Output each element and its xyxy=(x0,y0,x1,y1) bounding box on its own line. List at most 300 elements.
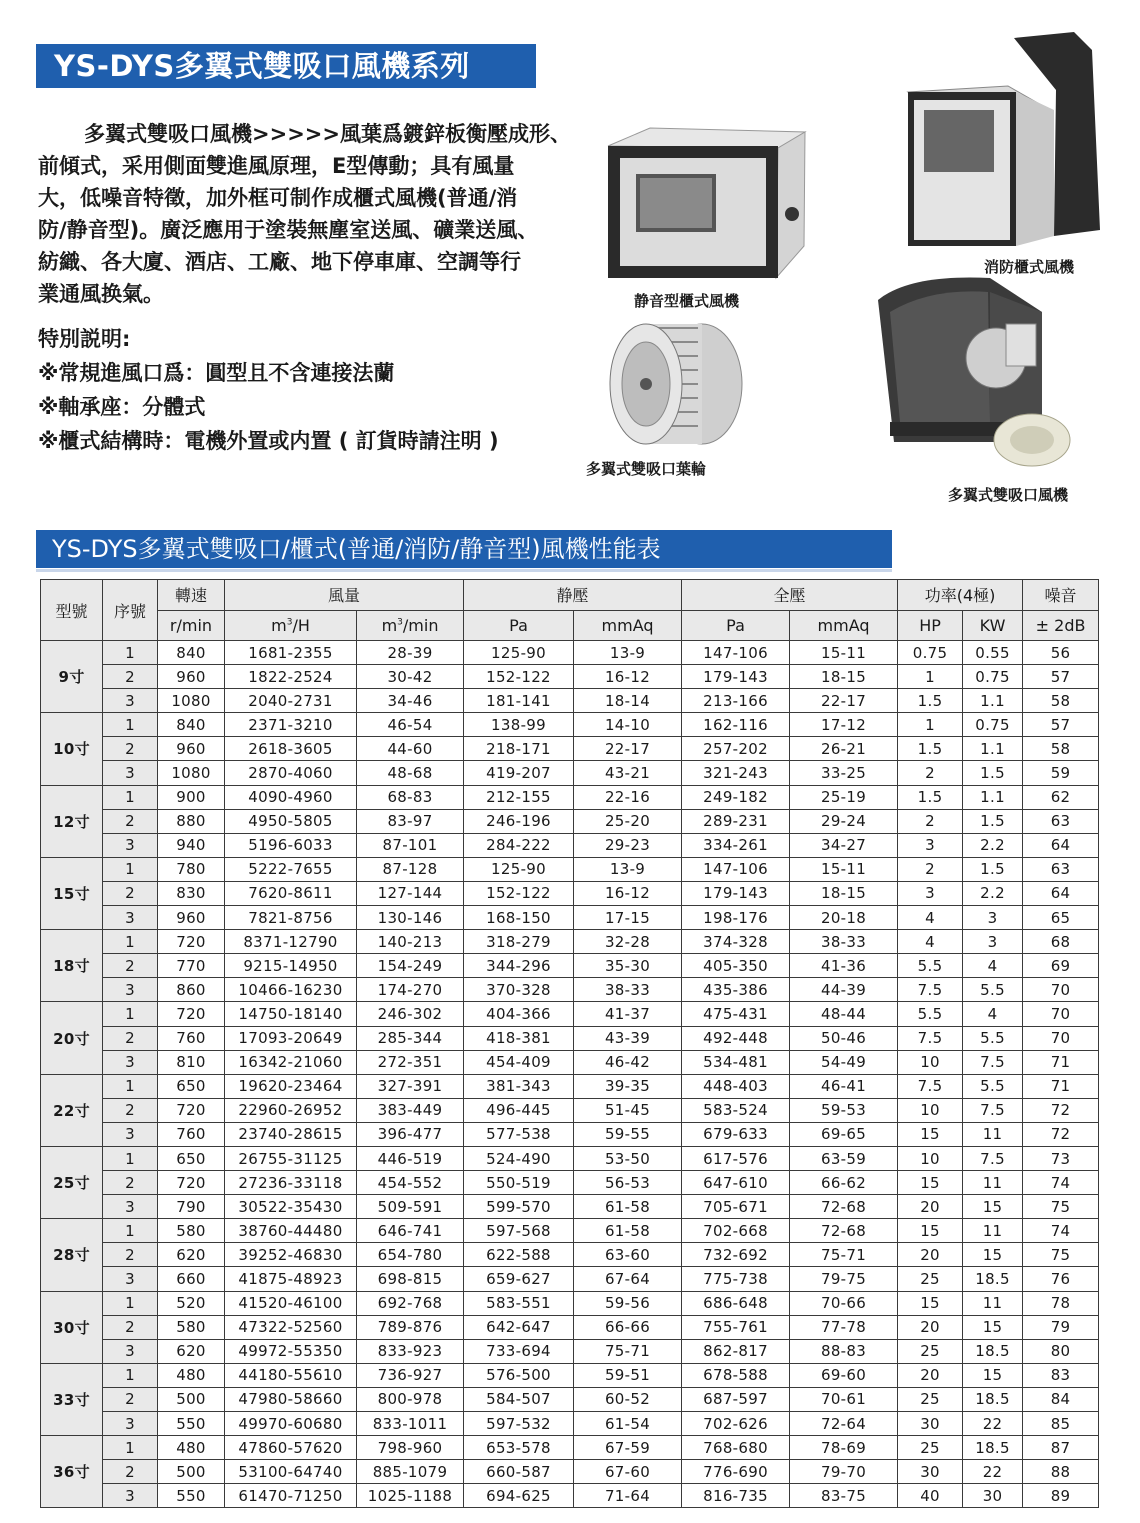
table-cell: 18.5 xyxy=(963,1339,1023,1363)
double-inlet-fan-image xyxy=(870,272,1078,472)
table-cell: 22-17 xyxy=(790,689,898,713)
table-cell: 800-978 xyxy=(357,1387,464,1411)
col-power: 功率(4極) xyxy=(898,580,1023,611)
table-cell: 68-83 xyxy=(357,785,464,809)
table-cell: 679-633 xyxy=(682,1122,790,1146)
table-cell: 72-64 xyxy=(790,1412,898,1436)
table-cell: 2 xyxy=(103,1387,158,1411)
table-cell: 810 xyxy=(158,1050,225,1074)
table-row xyxy=(41,1412,1099,1436)
table-cell: 53100-64740 xyxy=(225,1460,357,1484)
table-cell: 25 xyxy=(898,1436,963,1460)
table-cell: 2618-3605 xyxy=(225,737,357,761)
table-cell: 597-568 xyxy=(464,1219,574,1243)
unit-speed: r/min xyxy=(158,610,225,641)
table-cell: 79-70 xyxy=(790,1460,898,1484)
table-cell: 646-741 xyxy=(357,1219,464,1243)
table-cell: 18.5 xyxy=(963,1387,1023,1411)
table-row xyxy=(41,978,1099,1002)
col-noise: 噪音 xyxy=(1023,580,1099,611)
table-cell: 4950-5805 xyxy=(225,809,357,833)
table-row xyxy=(41,1267,1099,1291)
col-airflow: 風量 xyxy=(225,580,464,611)
intro-line: 業通風换氣。 xyxy=(38,282,164,306)
table-cell: 327-391 xyxy=(357,1074,464,1098)
intro-paragraph xyxy=(38,118,578,310)
table-cell: 198-176 xyxy=(682,906,790,930)
table-cell: 2.2 xyxy=(963,881,1023,905)
table-row xyxy=(41,881,1099,905)
table-cell: 1.5 xyxy=(963,857,1023,881)
table-cell: 19620-23464 xyxy=(225,1074,357,1098)
table-cell: 1 xyxy=(898,665,963,689)
table-cell: 720 xyxy=(158,1002,225,1026)
table-cell: 1 xyxy=(103,1291,158,1315)
table-cell: 7821-8756 xyxy=(225,906,357,930)
table-cell: 154-249 xyxy=(357,954,464,978)
table-cell: 22 xyxy=(963,1412,1023,1436)
table-cell: 85 xyxy=(1023,1412,1099,1436)
table-cell: 61-58 xyxy=(574,1219,682,1243)
table-cell: 249-182 xyxy=(682,785,790,809)
table-cell: 687-597 xyxy=(682,1387,790,1411)
unit-hp: HP xyxy=(898,610,963,641)
table-cell: 770 xyxy=(158,954,225,978)
table-cell: 44-39 xyxy=(790,978,898,1002)
table-cell: 4 xyxy=(963,1002,1023,1026)
col-total-pressure: 全壓 xyxy=(682,580,898,611)
table-cell: 72-68 xyxy=(790,1195,898,1219)
table-cell: 650 xyxy=(158,1146,225,1170)
table-cell: 15 xyxy=(898,1122,963,1146)
table-cell: 698-815 xyxy=(357,1267,464,1291)
table-cell: 1025-1188 xyxy=(357,1484,464,1508)
table-cell: 18-15 xyxy=(790,665,898,689)
table-cell: 780 xyxy=(158,857,225,881)
table-cell: 70-61 xyxy=(790,1387,898,1411)
table-row xyxy=(41,1219,1099,1243)
table-cell: 702-668 xyxy=(682,1219,790,1243)
table-cell: 4090-4960 xyxy=(225,785,357,809)
table-cell: 58 xyxy=(1023,737,1099,761)
model-cell: 15寸 xyxy=(41,857,103,929)
table-cell: 830 xyxy=(158,881,225,905)
table-cell: 30 xyxy=(898,1412,963,1436)
model-cell: 20寸 xyxy=(41,1002,103,1074)
table-cell: 1.5 xyxy=(963,761,1023,785)
table-cell: 4 xyxy=(898,930,963,954)
table-cell: 285-344 xyxy=(357,1026,464,1050)
table-cell: 63-60 xyxy=(574,1243,682,1267)
table-cell: 3 xyxy=(103,978,158,1002)
table-cell: 599-570 xyxy=(464,1195,574,1219)
table-cell: 88 xyxy=(1023,1460,1099,1484)
table-row xyxy=(41,1195,1099,1219)
table-cell: 32-28 xyxy=(574,930,682,954)
table-cell: 2 xyxy=(103,737,158,761)
table-cell: 30-42 xyxy=(357,665,464,689)
table-cell: 1 xyxy=(103,1363,158,1387)
table-cell: 39-35 xyxy=(574,1074,682,1098)
table-cell: 13-9 xyxy=(574,641,682,665)
unit-static-pa: Pa xyxy=(464,610,574,641)
table-row xyxy=(41,954,1099,978)
table-cell: 76 xyxy=(1023,1267,1099,1291)
table-cell: 1.1 xyxy=(963,785,1023,809)
table-cell: 885-1079 xyxy=(357,1460,464,1484)
table-cell: 1 xyxy=(103,1436,158,1460)
table-cell: 60-52 xyxy=(574,1387,682,1411)
table-cell: 862-817 xyxy=(682,1339,790,1363)
table-cell: 73 xyxy=(1023,1146,1099,1170)
table-cell: 20 xyxy=(898,1363,963,1387)
table-cell: 860 xyxy=(158,978,225,1002)
table-cell: 5196-6033 xyxy=(225,833,357,857)
table-cell: 520 xyxy=(158,1291,225,1315)
table-cell: 69-60 xyxy=(790,1363,898,1387)
table-cell: 694-625 xyxy=(464,1484,574,1508)
table-cell: 760 xyxy=(158,1122,225,1146)
table-row xyxy=(41,1243,1099,1267)
table-cell: 15 xyxy=(963,1243,1023,1267)
table-cell: 3 xyxy=(963,930,1023,954)
table-cell: 46-41 xyxy=(790,1074,898,1098)
table-cell: 15-11 xyxy=(790,641,898,665)
table-cell: 775-738 xyxy=(682,1267,790,1291)
table-cell: 64 xyxy=(1023,833,1099,857)
table-cell: 584-507 xyxy=(464,1387,574,1411)
table-cell: 15 xyxy=(898,1291,963,1315)
table-cell: 162-116 xyxy=(682,713,790,737)
table-cell: 816-735 xyxy=(682,1484,790,1508)
model-cell: 30寸 xyxy=(41,1291,103,1363)
table-cell: 56-53 xyxy=(574,1171,682,1195)
table-cell: 5.5 xyxy=(898,1002,963,1026)
table-cell: 59-56 xyxy=(574,1291,682,1315)
table-cell: 0.75 xyxy=(963,665,1023,689)
table-cell: 720 xyxy=(158,1098,225,1122)
table-cell: 454-409 xyxy=(464,1050,574,1074)
table-cell: 10 xyxy=(898,1050,963,1074)
table-cell: 22-17 xyxy=(574,737,682,761)
table-cell: 17-12 xyxy=(790,713,898,737)
table-cell: 833-1011 xyxy=(357,1412,464,1436)
table-cell: 41875-48923 xyxy=(225,1267,357,1291)
table-cell: 1.5 xyxy=(898,785,963,809)
table-cell: 39252-46830 xyxy=(225,1243,357,1267)
table-cell: 480 xyxy=(158,1363,225,1387)
table-cell: 1 xyxy=(103,930,158,954)
table-cell: 22960-26952 xyxy=(225,1098,357,1122)
table-cell: 3 xyxy=(103,1339,158,1363)
table-cell: 35-30 xyxy=(574,954,682,978)
unit-total-mmaq: mmAq xyxy=(790,610,898,641)
table-cell: 1 xyxy=(103,641,158,665)
table-cell: 1.5 xyxy=(963,809,1023,833)
col-speed: 轉速 xyxy=(158,580,225,611)
table-cell: 7620-8611 xyxy=(225,881,357,905)
table-cell: 840 xyxy=(158,713,225,737)
table-cell: 34-27 xyxy=(790,833,898,857)
table-cell: 2 xyxy=(898,809,963,833)
table-cell: 83-97 xyxy=(357,809,464,833)
table-cell: 755-761 xyxy=(682,1315,790,1339)
table-row xyxy=(41,1098,1099,1122)
table-cell: 5.5 xyxy=(898,954,963,978)
table-cell: 790 xyxy=(158,1195,225,1219)
table-cell: 833-923 xyxy=(357,1339,464,1363)
table-cell: 534-481 xyxy=(682,1050,790,1074)
table-cell: 61-58 xyxy=(574,1195,682,1219)
table-cell: 318-279 xyxy=(464,930,574,954)
table-cell: 2 xyxy=(103,1171,158,1195)
table-cell: 71-64 xyxy=(574,1484,682,1508)
table-cell: 70 xyxy=(1023,1002,1099,1026)
table-cell: 77-78 xyxy=(790,1315,898,1339)
table-cell: 59-55 xyxy=(574,1122,682,1146)
table-cell: 580 xyxy=(158,1315,225,1339)
table-cell: 4 xyxy=(898,906,963,930)
table-cell: 2870-4060 xyxy=(225,761,357,785)
table-cell: 58 xyxy=(1023,689,1099,713)
table-cell: 83-75 xyxy=(790,1484,898,1508)
table-cell: 70 xyxy=(1023,978,1099,1002)
table-cell: 1 xyxy=(103,857,158,881)
table-cell: 1 xyxy=(103,1002,158,1026)
table-row xyxy=(41,1460,1099,1484)
table-cell: 49970-60680 xyxy=(225,1412,357,1436)
table-cell: 3 xyxy=(103,689,158,713)
table-cell: 79-75 xyxy=(790,1267,898,1291)
table-cell: 49972-55350 xyxy=(225,1339,357,1363)
table-cell: 3 xyxy=(103,1122,158,1146)
intro-line: 防/静音型)。廣泛應用于塗裝無塵室送風、礦業送風、 xyxy=(38,218,539,242)
table-cell: 2 xyxy=(103,1098,158,1122)
table-cell: 75 xyxy=(1023,1195,1099,1219)
table-cell: 246-302 xyxy=(357,1002,464,1026)
table-row xyxy=(41,1122,1099,1146)
table-cell: 78 xyxy=(1023,1291,1099,1315)
table-cell: 1080 xyxy=(158,689,225,713)
table-cell: 509-591 xyxy=(357,1195,464,1219)
table-cell: 53-50 xyxy=(574,1146,682,1170)
special-notes xyxy=(38,322,598,458)
table-cell: 63 xyxy=(1023,809,1099,833)
table-cell: 2 xyxy=(103,1460,158,1484)
intro-line: 多翼式雙吸口風機>>>>>風葉爲鍍鋅板衡壓成形、 xyxy=(84,122,571,146)
table-cell: 67-60 xyxy=(574,1460,682,1484)
table-cell: 26-21 xyxy=(790,737,898,761)
model-cell: 36寸 xyxy=(41,1436,103,1508)
unit-kw: KW xyxy=(963,610,1023,641)
table-cell: 14750-18140 xyxy=(225,1002,357,1026)
table-cell: 17-15 xyxy=(574,906,682,930)
table-cell: 2.2 xyxy=(963,833,1023,857)
table-cell: 1 xyxy=(898,713,963,737)
table-cell: 617-576 xyxy=(682,1146,790,1170)
table-cell: 28-39 xyxy=(357,641,464,665)
table-cell: 51-45 xyxy=(574,1098,682,1122)
table-cell: 147-106 xyxy=(682,857,790,881)
table-row xyxy=(41,1315,1099,1339)
table-cell: 34-46 xyxy=(357,689,464,713)
table-cell: 179-143 xyxy=(682,665,790,689)
table-cell: 1.1 xyxy=(963,689,1023,713)
table-cell: 5222-7655 xyxy=(225,857,357,881)
table-row xyxy=(41,1291,1099,1315)
table-cell: 3 xyxy=(103,1484,158,1508)
table-row xyxy=(41,689,1099,713)
table-cell: 125-90 xyxy=(464,641,574,665)
unit-total-pa: Pa xyxy=(682,610,790,641)
table-cell: 61470-71250 xyxy=(225,1484,357,1508)
table-cell: 152-122 xyxy=(464,665,574,689)
table-cell: 87-101 xyxy=(357,833,464,857)
table-cell: 597-532 xyxy=(464,1412,574,1436)
table-cell: 70 xyxy=(1023,1026,1099,1050)
table-cell: 74 xyxy=(1023,1219,1099,1243)
table-cell: 62 xyxy=(1023,785,1099,809)
table-cell: 1 xyxy=(103,1074,158,1098)
table-cell: 1 xyxy=(103,1146,158,1170)
table-cell: 405-350 xyxy=(682,954,790,978)
table-cell: 1.5 xyxy=(898,689,963,713)
table-cell: 4 xyxy=(963,954,1023,978)
table-cell: 23740-28615 xyxy=(225,1122,357,1146)
table-cell: 138-99 xyxy=(464,713,574,737)
table-cell: 798-960 xyxy=(357,1436,464,1460)
table-cell: 686-648 xyxy=(682,1291,790,1315)
table-cell: 18.5 xyxy=(963,1436,1023,1460)
table-cell: 22 xyxy=(963,1460,1023,1484)
table-cell: 78-69 xyxy=(790,1436,898,1460)
table-cell: 43-21 xyxy=(574,761,682,785)
table-cell: 25-19 xyxy=(790,785,898,809)
table-cell: 84 xyxy=(1023,1387,1099,1411)
table-cell: 59-51 xyxy=(574,1363,682,1387)
table-cell: 71 xyxy=(1023,1074,1099,1098)
table-cell: 63 xyxy=(1023,857,1099,881)
table-cell: 321-243 xyxy=(682,761,790,785)
table-cell: 284-222 xyxy=(464,833,574,857)
table-row xyxy=(41,713,1099,737)
table-row xyxy=(41,1484,1099,1508)
unit-db: ± 2dB xyxy=(1023,610,1099,641)
table-cell: 446-519 xyxy=(357,1146,464,1170)
table-cell: 18-15 xyxy=(790,881,898,905)
table-cell: 25 xyxy=(898,1387,963,1411)
table-cell: 732-692 xyxy=(682,1243,790,1267)
notes-heading: 特別説明: xyxy=(38,327,131,351)
fire-cabinet-caption: 消防櫃式風機 xyxy=(984,258,1075,276)
table-cell: 67-59 xyxy=(574,1436,682,1460)
table-cell: 448-403 xyxy=(682,1074,790,1098)
table-cell: 140-213 xyxy=(357,930,464,954)
table-cell: 0.75 xyxy=(963,713,1023,737)
table-cell: 213-166 xyxy=(682,689,790,713)
table-row xyxy=(41,641,1099,665)
table-cell: 218-171 xyxy=(464,737,574,761)
table-cell: 381-343 xyxy=(464,1074,574,1098)
table-cell: 7.5 xyxy=(963,1146,1023,1170)
table-cell: 0.75 xyxy=(898,641,963,665)
intro-line: 紡織、各大廈、酒店、工廠、地下停車庫、空調等行 xyxy=(38,250,521,274)
table-row xyxy=(41,930,1099,954)
table-cell: 11 xyxy=(963,1171,1023,1195)
table-cell: 30 xyxy=(898,1460,963,1484)
table-cell: 7.5 xyxy=(898,978,963,1002)
table-cell: 720 xyxy=(158,1171,225,1195)
table-cell: 3 xyxy=(898,833,963,857)
table-cell: 70-66 xyxy=(790,1291,898,1315)
table-cell: 5.5 xyxy=(963,1026,1023,1050)
table-row xyxy=(41,785,1099,809)
table-cell: 647-610 xyxy=(682,1171,790,1195)
table-cell: 1 xyxy=(103,785,158,809)
note-item: ※櫃式結構時：電機外置或内置 ( 訂貨時請注明 ) xyxy=(38,429,499,453)
table-row xyxy=(41,1436,1099,1460)
table-cell: 66-66 xyxy=(574,1315,682,1339)
table-cell: 29-24 xyxy=(790,809,898,833)
table-row xyxy=(41,1074,1099,1098)
fire-cabinet-fan-image xyxy=(904,30,1104,252)
table-cell: 38-33 xyxy=(574,978,682,1002)
model-cell: 12寸 xyxy=(41,785,103,857)
table-cell: 15 xyxy=(963,1195,1023,1219)
table-cell: 66-62 xyxy=(790,1171,898,1195)
table-cell: 40 xyxy=(898,1484,963,1508)
table-cell: 9215-14950 xyxy=(225,954,357,978)
table-cell: 583-524 xyxy=(682,1098,790,1122)
table-cell: 83 xyxy=(1023,1363,1099,1387)
table-cell: 75-71 xyxy=(790,1243,898,1267)
table-cell: 11 xyxy=(963,1219,1023,1243)
table-cell: 22-16 xyxy=(574,785,682,809)
table-cell: 370-328 xyxy=(464,978,574,1002)
table-cell: 0.55 xyxy=(963,641,1023,665)
table-cell: 44-60 xyxy=(357,737,464,761)
table-cell: 7.5 xyxy=(963,1050,1023,1074)
table-cell: 480 xyxy=(158,1436,225,1460)
table-cell: 41-36 xyxy=(790,954,898,978)
table-cell: 168-150 xyxy=(464,906,574,930)
table-row xyxy=(41,1002,1099,1026)
table-cell: 1.5 xyxy=(898,737,963,761)
table-cell: 789-876 xyxy=(357,1315,464,1339)
table-cell: 20 xyxy=(898,1315,963,1339)
table-cell: 15 xyxy=(963,1363,1023,1387)
table-cell: 30 xyxy=(963,1484,1023,1508)
table-cell: 74 xyxy=(1023,1171,1099,1195)
table-cell: 383-449 xyxy=(357,1098,464,1122)
impeller-caption: 多翼式雙吸口葉輪 xyxy=(586,460,707,478)
intro-line: 前傾式，采用側面雙進風原理，E型傳動；具有風量 xyxy=(38,154,515,178)
table-cell: 496-445 xyxy=(464,1098,574,1122)
table-cell: 3 xyxy=(963,906,1023,930)
table-cell: 289-231 xyxy=(682,809,790,833)
table-cell: 44180-55610 xyxy=(225,1363,357,1387)
table-cell: 88-83 xyxy=(790,1339,898,1363)
table-cell: 7.5 xyxy=(898,1026,963,1050)
table-cell: 768-680 xyxy=(682,1436,790,1460)
table-row xyxy=(41,665,1099,689)
table-cell: 48-68 xyxy=(357,761,464,785)
col-model: 型號 xyxy=(41,580,103,641)
table-cell: 1681-2355 xyxy=(225,641,357,665)
table-cell: 26755-31125 xyxy=(225,1146,357,1170)
table-cell: 57 xyxy=(1023,713,1099,737)
table-cell: 2 xyxy=(103,954,158,978)
